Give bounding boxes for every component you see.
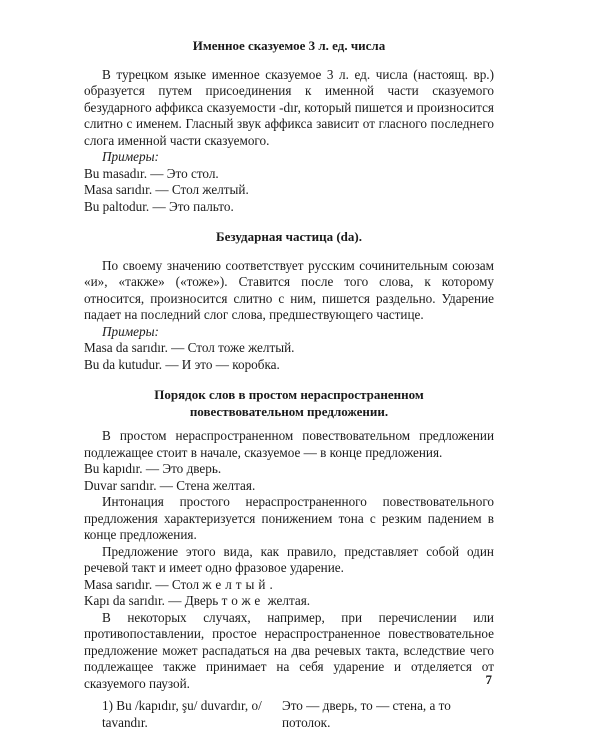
section-heading: Безударная частица (da).: [216, 229, 362, 244]
paragraph: По своему значению соответствует русским сочинительным союзам «и», «также» («тоже»). Ставится после того слова, к которому относится, произносится слитно с ним, пишется раздельно. Ударение падает на последний слог слова, предшествующего частице.: [84, 257, 494, 322]
spaced-emphasis: тоже: [221, 593, 265, 608]
example-text: желтая.: [264, 593, 311, 608]
example-line: [84, 593, 494, 610]
russian-translation: Это — дверь, то — стена, а то потолок.: [282, 698, 451, 730]
paragraph: Предложение этого вида, как правило, представляет собой один речевой такт и имеет одно фразовое ударение.: [84, 543, 494, 575]
section-heading: повествовательном предложении.: [189, 403, 389, 419]
example-two-column: [84, 698, 494, 731]
example-line: Bu masadır. — Это стол.: [84, 165, 219, 181]
example-text: Masa sarıdır. — Стол: [84, 576, 203, 592]
turkish-example: 1) Bu /kapıdır, şu/ duvardır, o/ tavandır.: [102, 698, 262, 730]
section-heading: Порядок слов в простом нераспространенном: [154, 387, 424, 402]
example-line: Duvar sarıdır. — Стена желтая.: [84, 477, 256, 493]
paragraph: В турецком языке именное сказуемое 3 л. ед. числа (настоящ. вр.) образуется путем присоединения к именной части сказуемого безударного аффикса сказуемости -dır, который пишется и произносится слитно с именем. Гласный звук аффикса зависит от гласного последнего слога именной части сказуемого.: [84, 66, 494, 148]
examples-label: Примеры:: [102, 149, 159, 164]
example-line: [84, 577, 494, 594]
example-text: Kapı da sarıdır. — Дверь: [84, 593, 222, 608]
examples-label: Примеры:: [102, 323, 159, 339]
example-line: Masa sarıdır. — Стол желтый.: [84, 182, 249, 197]
example-line: Masa da sarıdır. — Стол тоже желтый.: [84, 340, 295, 355]
page-content: [84, 38, 494, 731]
page-number: 7: [485, 672, 492, 687]
example-line: Bu kapıdır. — Это дверь.: [84, 461, 222, 476]
example-line: Bu da kutudur. — И это — коробка.: [84, 356, 280, 372]
paragraph: В простом нераспространенном повествовательном предложении подлежащее стоит в начале, сказуемое — в конце предложения.: [84, 428, 494, 460]
paragraph: Интонация простого нераспространенного повествовательного предложения характеризуется понижением тона с резким падением в конце предложения.: [84, 494, 494, 542]
spaced-emphasis: желтый.: [202, 576, 277, 592]
paragraph: В некоторых случаях, например, при перечислении или противопоставлении, простое нераспространенное повествовательное предложение может распадаться на два речевых такта, вследствие чего подлежащее также принимает на себя ударение и отделяется от сказуемого паузой.: [84, 609, 494, 691]
section-heading: Именное сказуемое 3 л. ед. числа: [192, 38, 386, 53]
example-line: Bu paltodur. — Это пальто.: [84, 198, 234, 214]
